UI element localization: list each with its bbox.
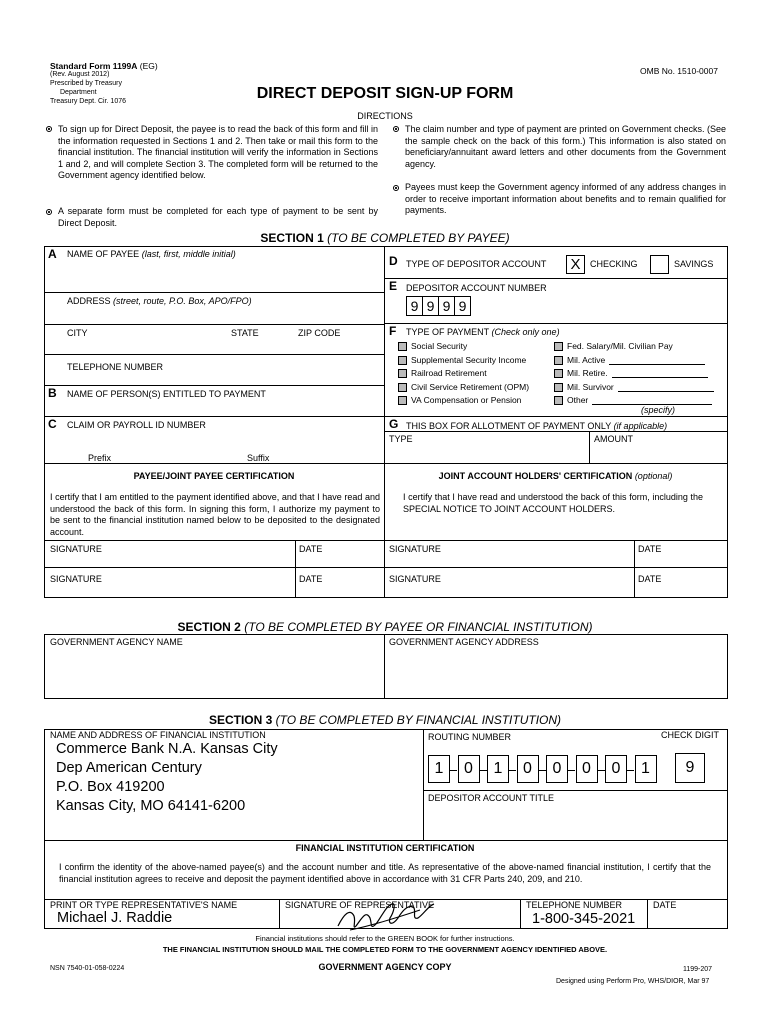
- payment-option-label: Mil. Survivor: [567, 381, 614, 392]
- checkbox-icon[interactable]: [398, 383, 407, 392]
- savings-label: SAVINGS: [674, 259, 714, 269]
- checking-checkbox[interactable]: X: [566, 255, 585, 274]
- payment-option[interactable]: [554, 395, 714, 409]
- mail-notice: THE FINANCIAL INSTITUTION SHOULD MAIL THE COMPLETED FORM TO THE GOVERNMENT AGENCY IDENTIFIED ABOVE.: [162, 945, 608, 954]
- rep-date-label: DATE: [653, 900, 677, 910]
- digit-separator: [539, 770, 546, 771]
- bullet-icon: [46, 126, 52, 132]
- payment-option[interactable]: [398, 355, 529, 369]
- allotment-hint: (if applicable): [613, 421, 668, 431]
- rep-signature-label: SIGNATURE OF REPRESENTATIVE: [285, 900, 435, 910]
- section1-heading: [0, 231, 770, 246]
- payment-option[interactable]: [398, 382, 529, 396]
- section-a-letter: A: [48, 247, 57, 261]
- payment-option[interactable]: [398, 395, 529, 409]
- checkbox-icon[interactable]: [554, 356, 563, 365]
- joint2-date-label: DATE: [638, 574, 662, 584]
- allotment-type-label: TYPE: [389, 434, 413, 444]
- city-label: CITY: [67, 328, 88, 338]
- routing-number-label: ROUTING NUMBER: [428, 732, 511, 742]
- prescribed-line-1: Prescribed by Treasury: [50, 80, 122, 87]
- prefix-label: Prefix: [88, 453, 112, 463]
- payment-type-hint: (Check only one): [491, 327, 560, 337]
- direction-2: A separate form must be completed for each type of payment to be sent by Direct Deposit.: [58, 206, 378, 228]
- representative-signature: [330, 896, 450, 938]
- agency-address-label: GOVERNMENT AGENCY ADDRESS: [389, 637, 539, 647]
- allotment-label-text: THIS BOX FOR ALLOTMENT OF PAYMENT ONLY: [406, 421, 612, 431]
- payment-option[interactable]: [398, 368, 529, 382]
- address-label-text: ADDRESS: [67, 296, 111, 306]
- payment-option-label: Fed. Salary/Mil. Civilian Pay: [567, 341, 673, 351]
- section-c-letter: C: [48, 417, 57, 431]
- fi-line-2: Dep American Century: [56, 760, 202, 776]
- direction-4: Payees must keep the Government agency informed of any address changes in order to receive important information about benefits and to remain qualified for payments.: [405, 182, 726, 215]
- fi-line-4: Kansas City, MO 64141-6200: [56, 798, 246, 814]
- suffix-label: Suffix: [247, 453, 270, 463]
- rep-telephone-value[interactable]: 1-800-345-2021: [532, 911, 636, 927]
- fi-line-1: Commerce Bank N.A. Kansas City: [56, 741, 278, 757]
- fi-cert-heading: FINANCIAL INSTITUTION CERTIFICATION: [295, 843, 475, 853]
- account-digit-box[interactable]: 9: [406, 296, 423, 316]
- payment-option-label: Mil. Retire.: [567, 368, 608, 378]
- account-number-label: DEPOSITOR ACCOUNT NUMBER: [406, 283, 547, 293]
- copy-label: GOVERNMENT AGENCY COPY: [318, 962, 452, 972]
- account-type-label: TYPE OF DEPOSITOR ACCOUNT: [406, 259, 547, 269]
- payment-options-left: [398, 341, 529, 409]
- joint-cert-heading-text: JOINT ACCOUNT HOLDERS' CERTIFICATION: [438, 471, 633, 481]
- payee-name-hint: (last, first, middle initial): [141, 249, 236, 259]
- section3-subtitle: (TO BE COMPLETED BY FINANCIAL INSTITUTION): [275, 713, 562, 727]
- payee-cert-text: I certify that I am entitled to the payment identified above, and that I have read and understood the back of this form. In signing this form, I authorize my payment to be sent to the financial institution named below to be deposited to the designated account.: [50, 492, 380, 537]
- rep-name-value[interactable]: Michael J. Raddie: [57, 910, 173, 926]
- state-label: STATE: [231, 328, 259, 338]
- telephone-label: TELEPHONE NUMBER: [67, 362, 164, 372]
- address-hint: (street, route, P.O. Box, APO/FPO): [113, 296, 252, 306]
- fi-name-label: NAME AND ADDRESS OF FINANCIAL INSTITUTION: [50, 730, 266, 740]
- fill-in-line[interactable]: [612, 369, 708, 378]
- routing-digit-box[interactable]: 0: [546, 755, 568, 783]
- payment-option-label: Civil Service Retirement (OPM): [411, 381, 530, 392]
- digit-separator: [627, 770, 634, 771]
- payment-option[interactable]: [554, 355, 714, 369]
- form-title: DIRECT DEPOSIT SIGN-UP FORM: [256, 85, 514, 102]
- claim-id-label: CLAIM OR PAYROLL ID NUMBER: [67, 420, 206, 430]
- checking-label: CHECKING: [590, 259, 638, 269]
- specify-label: (specify): [641, 405, 676, 415]
- form-name: Standard Form 1199A: [50, 61, 138, 71]
- digit-separator: [450, 770, 457, 771]
- payment-type-label-text: TYPE OF PAYMENT: [406, 327, 490, 337]
- joint-date-label: DATE: [638, 544, 662, 554]
- designed-note: Designed using Perform Pro, WHS/DIOR, Mar 97: [556, 978, 710, 985]
- address-label: [67, 296, 252, 308]
- section-e-letter: E: [389, 279, 398, 293]
- payment-option-label: Supplemental Security Income: [411, 354, 527, 365]
- checkbox-icon[interactable]: [398, 356, 407, 365]
- joint-cert-text: I certify that I have read and understood the back of this form, including the SPECIAL NOTICE TO JOINT ACCOUNT HOLDERS.: [403, 492, 703, 514]
- fi-line-3: P.O. Box 419200: [56, 779, 165, 795]
- zip-label: ZIP CODE: [298, 328, 341, 338]
- payee-cert-heading: PAYEE/JOINT PAYEE CERTIFICATION: [133, 471, 295, 481]
- fill-in-line[interactable]: [618, 383, 714, 392]
- form-number: 1199-207: [683, 966, 713, 973]
- payment-option-label: Mil. Active: [567, 354, 606, 365]
- prescribed-line-3: Treasury Dept. Cir. 1076: [50, 98, 126, 105]
- section3-title: SECTION 3: [208, 713, 273, 727]
- prescribed-line-2: Department: [60, 89, 97, 96]
- routing-digit-box[interactable]: 1: [635, 755, 657, 783]
- checkbox-icon[interactable]: [554, 383, 563, 392]
- fill-in-line[interactable]: [592, 396, 712, 405]
- payment-type-label: [406, 327, 560, 339]
- bullet-icon: [393, 185, 399, 191]
- checkbox-icon[interactable]: [398, 396, 407, 405]
- payment-option-label: Railroad Retirement: [411, 368, 487, 378]
- routing-digit-box[interactable]: 0: [517, 755, 539, 783]
- section1-title: SECTION 1: [260, 231, 324, 245]
- nsn-number: NSN 7540-01-058-0224: [50, 965, 125, 972]
- payee-signature-label: SIGNATURE: [50, 544, 102, 554]
- form-rev: (Rev. August 2012): [50, 71, 110, 78]
- payee-name-label: [67, 249, 236, 261]
- payee2-date-label: DATE: [299, 574, 323, 584]
- payment-option[interactable]: [554, 341, 714, 355]
- checkbox-icon[interactable]: [398, 342, 407, 351]
- joint-cert-heading: [384, 471, 727, 483]
- entitled-persons-label: NAME OF PERSON(S) ENTITLED TO PAYMENT: [67, 389, 266, 399]
- payment-option[interactable]: [398, 341, 529, 355]
- section-g-letter: G: [389, 417, 399, 431]
- joint-signature-label: SIGNATURE: [389, 544, 441, 554]
- omb-number: OMB No. 1510-0007: [640, 66, 718, 76]
- section-b-letter: B: [48, 386, 57, 400]
- section-f-letter: F: [389, 324, 397, 338]
- agency-name-label: GOVERNMENT AGENCY NAME: [50, 637, 183, 647]
- account-digit-box[interactable]: 9: [454, 296, 471, 316]
- bullet-icon: [393, 126, 399, 132]
- section2-heading: [0, 620, 770, 635]
- payment-options-right: [554, 341, 714, 409]
- payee-name-label-text: NAME OF PAYEE: [67, 249, 140, 259]
- digit-separator: [568, 770, 575, 771]
- checkbox-icon[interactable]: [554, 396, 563, 405]
- depositor-title-label: DEPOSITOR ACCOUNT TITLE: [428, 793, 555, 803]
- joint2-signature-label: SIGNATURE: [389, 574, 441, 584]
- fill-in-line[interactable]: [609, 356, 705, 365]
- payment-option-label: VA Compensation or Pension: [411, 395, 522, 405]
- payment-option-label: Social Security: [411, 341, 468, 351]
- digit-separator: [598, 770, 605, 771]
- payment-option-label: Other: [567, 395, 589, 405]
- payment-option[interactable]: [554, 368, 714, 382]
- checkbox-icon[interactable]: [554, 369, 563, 378]
- savings-checkbox[interactable]: [650, 255, 669, 274]
- check-digit-box[interactable]: 9: [675, 753, 705, 783]
- section3-heading: [0, 713, 770, 728]
- routing-digit-box[interactable]: 1: [428, 755, 450, 783]
- account-digit-box[interactable]: 9: [438, 296, 455, 316]
- section2-subtitle: (TO BE COMPLETED BY PAYEE OR FINANCIAL INSTITUTION): [244, 620, 593, 634]
- bullet-icon: [46, 209, 52, 215]
- direction-3: The claim number and type of payment are printed on Government checks. (See the sample check on the back of this form.) This information is also stated on beneficiary/annuitant award letters and other documents from the Government agency.: [405, 124, 726, 169]
- digit-separator: [480, 770, 487, 771]
- payee-date-label: DATE: [299, 544, 323, 554]
- check-digit-label: CHECK DIGIT: [660, 730, 719, 740]
- routing-digit-box[interactable]: 1: [487, 755, 509, 783]
- form-suffix: (EG): [137, 61, 158, 71]
- green-book-note: Financial institutions should refer to the GREEN BOOK for further instructions.: [255, 934, 515, 943]
- payment-option[interactable]: [554, 382, 714, 396]
- rep-name-label: PRINT OR TYPE REPRESENTATIVE'S NAME: [50, 900, 238, 910]
- rep-telephone-label: TELEPHONE NUMBER: [526, 900, 623, 910]
- form-identifier: [50, 61, 158, 71]
- direction-1: To sign up for Direct Deposit, the payee is to read the back of this form and fill in the information requested in Sections 1 and 2. Then take or mail this form to the financial institution. The financial institution will verify the information in Sections 1 and 2, and will complete Section 3. The completed form will be returned to the Government agency identified below.: [58, 124, 378, 180]
- joint-cert-hint: (optional): [634, 471, 673, 481]
- payee2-signature-label: SIGNATURE: [50, 574, 102, 584]
- routing-digit-box[interactable]: 0: [576, 755, 598, 783]
- routing-digit-box[interactable]: 0: [458, 755, 480, 783]
- section2-title: SECTION 2: [177, 620, 241, 634]
- fi-cert-text: I confirm the identity of the above-named payee(s) and the account number and title. As representative of the above-named financial institution, I certify that the financial institution agrees to receive and deposit the payment identified above in accordance with 31 CFR Parts 240, 209, and 210.: [59, 862, 711, 884]
- section-d-letter: D: [389, 254, 398, 268]
- routing-digit-box[interactable]: 0: [605, 755, 627, 783]
- checkbox-icon[interactable]: [398, 369, 407, 378]
- directions-heading: DIRECTIONS: [357, 111, 413, 121]
- allotment-amount-label: AMOUNT: [594, 434, 633, 444]
- section1-subtitle: (TO BE COMPLETED BY PAYEE): [327, 231, 510, 245]
- checkbox-icon[interactable]: [554, 342, 563, 351]
- digit-separator: [509, 770, 516, 771]
- account-digit-box[interactable]: 9: [422, 296, 439, 316]
